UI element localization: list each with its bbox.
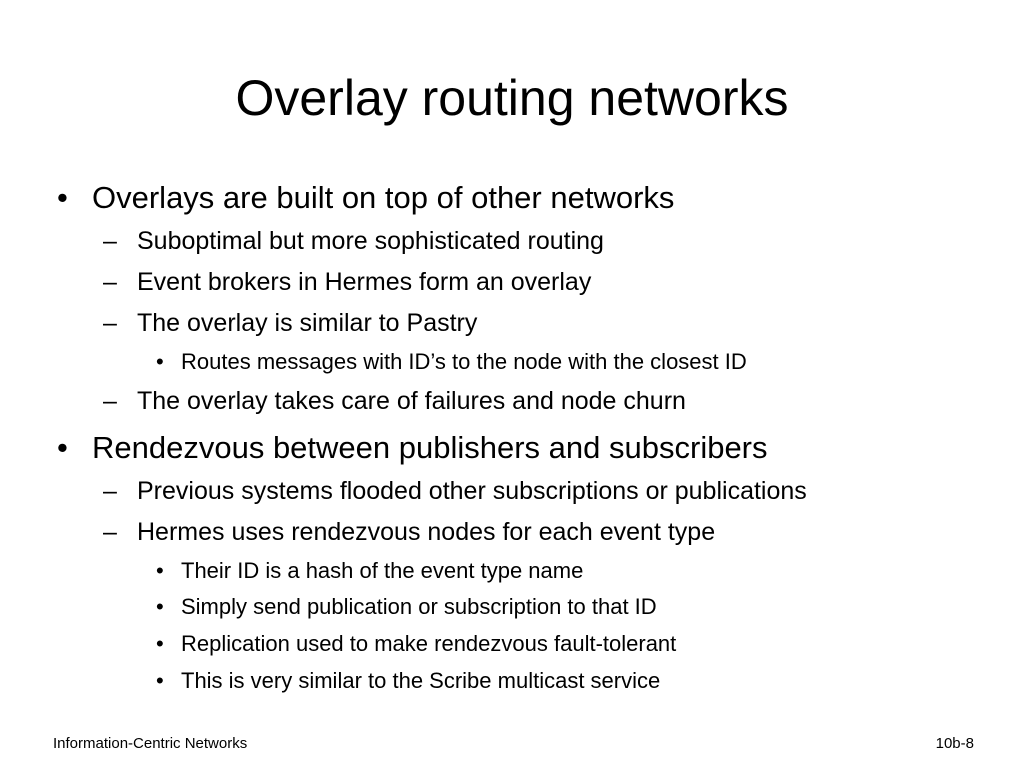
sub-sub-bullet-text: Simply send publication or subscription to that ID — [181, 594, 657, 619]
bullet-marker: • — [156, 349, 164, 374]
dash-marker: – — [103, 477, 117, 505]
sub-bullet-text: The overlay is similar to Pastry — [137, 309, 478, 337]
sub-bullet-text: Event brokers in Hermes form an overlay — [137, 268, 592, 296]
bullet-marker: • — [57, 180, 68, 215]
dash-marker: – — [103, 518, 117, 546]
sub-bullet-text: Previous systems flooded other subscriptions or publications — [137, 477, 807, 505]
dash-marker: – — [103, 309, 117, 337]
footer-slide-number: 10b-8 — [935, 735, 974, 752]
dash-marker: – — [103, 268, 117, 296]
slide-title: Overlay routing networks — [235, 70, 789, 126]
bullet-marker: • — [156, 668, 164, 693]
bullet-marker: • — [57, 430, 68, 465]
footer-course-name: Information-Centric Networks — [53, 735, 248, 752]
sub-bullet-text: Suboptimal but more sophisticated routing — [137, 227, 604, 255]
sub-bullet-text: The overlay takes care of failures and node churn — [137, 387, 686, 415]
sub-sub-bullet-text: Their ID is a hash of the event type name — [181, 558, 584, 583]
sub-sub-bullet-text: Routes messages with ID’s to the node with the closest ID — [181, 349, 747, 374]
dash-marker: – — [103, 227, 117, 255]
bullet-marker: • — [156, 594, 164, 619]
bullet-text: Rendezvous between publishers and subscribers — [92, 430, 768, 465]
sub-sub-bullet-text: This is very similar to the Scribe multicast service — [181, 668, 661, 693]
bullet-marker: • — [156, 558, 164, 583]
sub-bullet-text: Hermes uses rendezvous nodes for each event type — [137, 518, 716, 546]
dash-marker: – — [103, 387, 117, 415]
sub-sub-bullet-text: Replication used to make rendezvous fault-tolerant — [181, 631, 677, 656]
bullet-marker: • — [156, 631, 164, 656]
bullet-text: Overlays are built on top of other networks — [92, 180, 675, 215]
